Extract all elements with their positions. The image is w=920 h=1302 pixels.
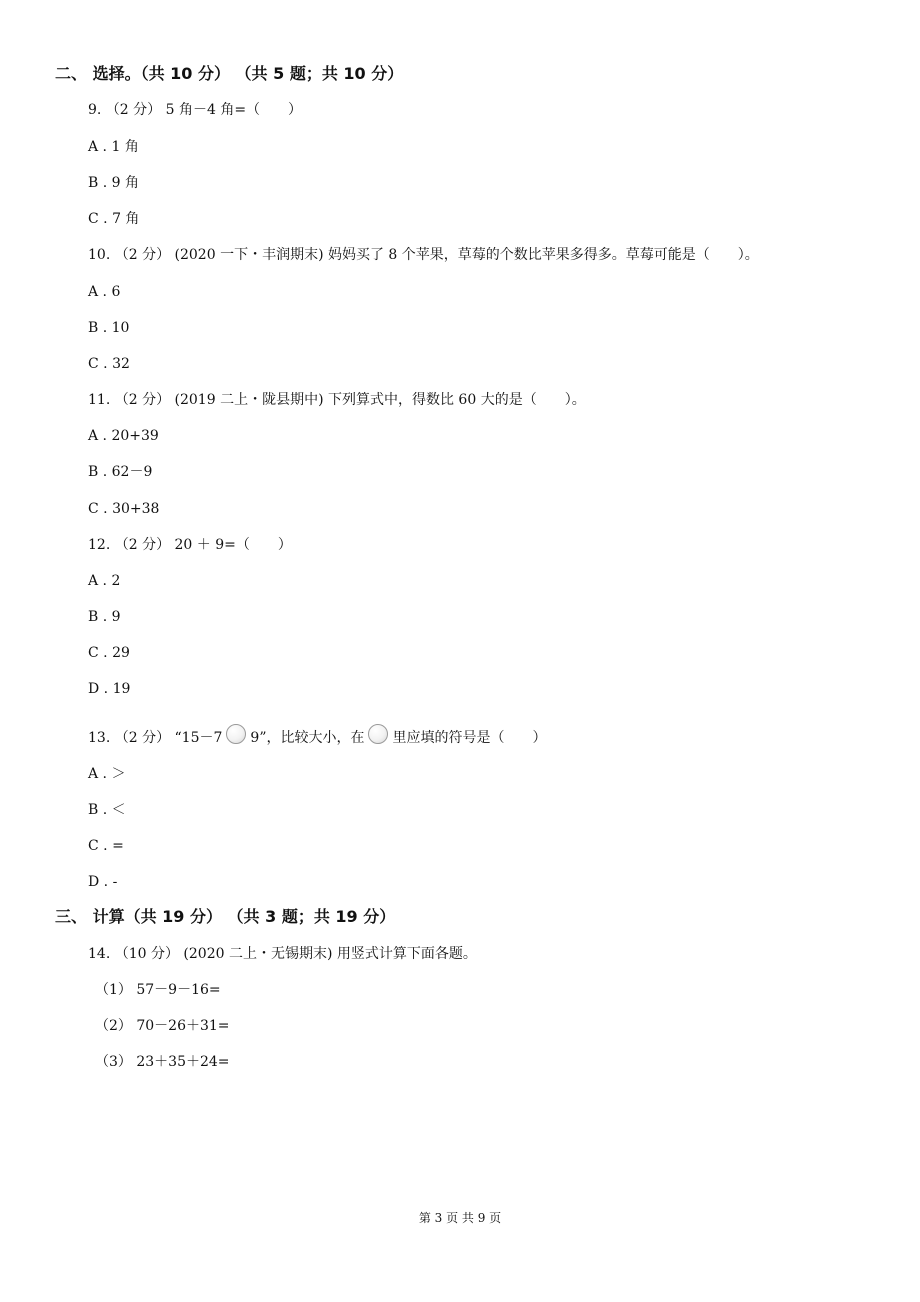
q12-option-c: C . 29 [88,645,130,661]
q13-option-c: C . = [88,838,124,854]
q14-sub-2: （2） 70－26＋31= [95,1018,230,1034]
question-13 [88,724,546,748]
q10-option-a: A . 6 [88,284,121,300]
q13-text-part1: 13. （2 分） “15－7 [88,730,223,746]
question-14: 14. （10 分） (2020 二上・无锡期末) 用竖式计算下面各题。 [88,946,477,962]
q11-option-a: A . 20+39 [88,428,159,444]
question-12: 12. （2 分） 20 ＋ 9=（ ） [88,537,292,553]
q11-option-b: B . 62－9 [88,464,153,480]
q14-sub-1: （1） 57－9－16= [95,982,221,998]
q12-option-d: D . 19 [88,681,131,697]
q13-text-part3: 里应填的符号是（ ） [392,730,547,746]
q10-option-b: B . 10 [88,320,130,336]
q12-option-b: B . 9 [88,609,121,625]
question-9: 9. （2 分） 5 角－4 角=（ ） [88,102,303,118]
q13-option-d: D . - [88,874,118,890]
q9-option-a: A . 1 角 [88,139,139,155]
q9-option-b: B . 9 角 [88,175,139,191]
section-2-title: 二、 选择。（共 10 分） （共 5 题；共 10 分） [55,64,404,83]
page-footer: 第 3 页 共 9 页 [418,1211,502,1225]
q12-option-a: A . 2 [88,573,121,589]
q13-option-a: A . ＞ [88,766,126,782]
q13-text-part2: 9”，比较大小，在 [250,730,365,746]
blank-circle-icon [226,724,246,744]
question-11: 11. （2 分） (2019 二上・陇县期中) 下列算式中，得数比 60 大的是（ ）。 [88,392,586,408]
question-10: 10. （2 分） (2020 一下・丰润期末) 妈妈买了 8 个苹果，草莓的个数比苹果多得多。草莓可能是（ ）。 [88,247,759,263]
q11-option-c: C . 30+38 [88,501,160,517]
section-3-title: 三、 计算（共 19 分） （共 3 题；共 19 分） [55,907,396,926]
q14-sub-3: （3） 23＋35＋24= [95,1054,230,1070]
q13-option-b: B . ＜ [88,802,126,818]
blank-circle-icon [368,724,388,744]
q10-option-c: C . 32 [88,356,130,372]
q9-option-c: C . 7 角 [88,211,140,227]
